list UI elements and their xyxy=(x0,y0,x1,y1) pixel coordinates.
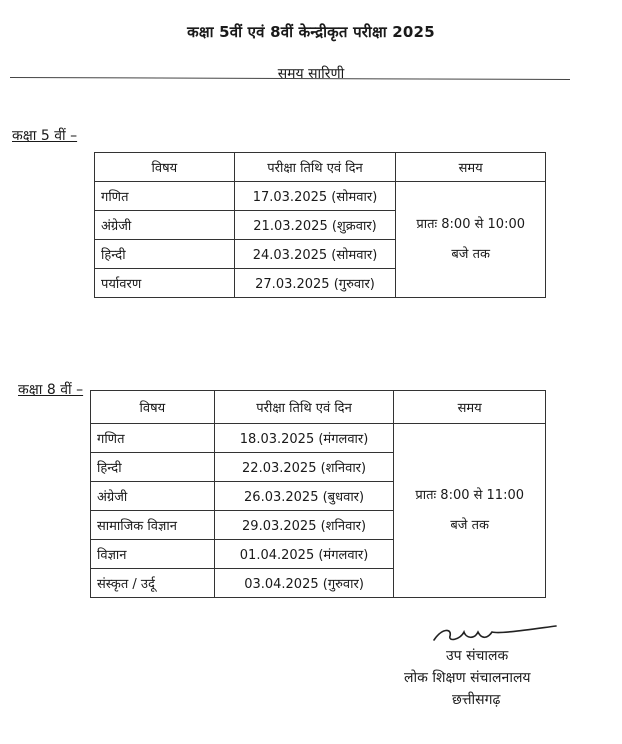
date-cell: 01.04.2025 (मंगलवार) xyxy=(214,540,394,569)
class8-heading: कक्षा 8 वीं – xyxy=(18,382,84,398)
time-cell xyxy=(396,182,546,298)
subject-cell: अंग्रेजी xyxy=(91,482,215,511)
table-header-row xyxy=(95,153,546,182)
page-title: कक्षा 5वीं एवं 8वीं केन्द्रीकृत परीक्षा 2025 xyxy=(187,23,435,41)
date-cell: 24.03.2025 (सोमवार) xyxy=(234,240,396,269)
subject-cell: विज्ञान xyxy=(91,540,215,569)
subject-cell: सामाजिक विज्ञान xyxy=(91,511,215,540)
time-text: प्रातः 8:00 से 10:00 xyxy=(416,216,525,232)
date-cell: 21.03.2025 (शुक्रवार) xyxy=(234,211,396,240)
signatory-state: छत्तीसगढ़ xyxy=(452,692,501,708)
date-cell: 29.03.2025 (शनिवार) xyxy=(214,511,394,540)
signatory-department: लोक शिक्षण संचालनालय xyxy=(404,670,531,686)
class5-heading: कक्षा 5 वीं – xyxy=(12,128,78,144)
date-cell: 03.04.2025 (गुरुवार) xyxy=(214,569,394,598)
subject-cell: गणित xyxy=(95,182,235,211)
column-header-time: समय xyxy=(394,391,546,424)
subject-cell: हिन्दी xyxy=(91,453,215,482)
table-row xyxy=(95,182,546,211)
date-cell: 22.03.2025 (शनिवार) xyxy=(214,453,394,482)
date-cell: 26.03.2025 (बुधवार) xyxy=(214,482,394,511)
date-cell: 27.03.2025 (गुरुवार) xyxy=(234,269,396,298)
column-header-subject: विषय xyxy=(91,391,215,424)
subject-cell: हिन्दी xyxy=(95,240,235,269)
signature-scribble xyxy=(430,622,560,648)
table-header-row xyxy=(91,391,546,424)
column-header-subject: विषय xyxy=(95,153,235,182)
date-cell: 18.03.2025 (मंगलवार) xyxy=(214,424,394,453)
subject-cell: पर्यावरण xyxy=(95,269,235,298)
page-subtitle: समय सारिणी xyxy=(277,66,345,82)
time-suffix: बजे तक xyxy=(451,246,490,262)
time-text: प्रातः 8:00 से 11:00 xyxy=(415,487,525,503)
column-header-date: परीक्षा तिथि एवं दिन xyxy=(214,391,394,424)
column-header-time: समय xyxy=(396,153,546,182)
time-cell xyxy=(394,424,546,598)
class5-timetable xyxy=(94,152,546,298)
subject-cell: गणित xyxy=(91,424,215,453)
table-row xyxy=(91,424,546,453)
subject-cell: अंग्रेजी xyxy=(95,211,235,240)
column-header-date: परीक्षा तिथि एवं दिन xyxy=(234,153,396,182)
subject-cell: संस्कृत / उर्दू xyxy=(91,569,215,598)
date-cell: 17.03.2025 (सोमवार) xyxy=(234,182,396,211)
signatory-designation: उप संचालक xyxy=(446,648,509,664)
class8-timetable xyxy=(90,390,546,598)
time-suffix: बजे तक xyxy=(450,517,489,533)
